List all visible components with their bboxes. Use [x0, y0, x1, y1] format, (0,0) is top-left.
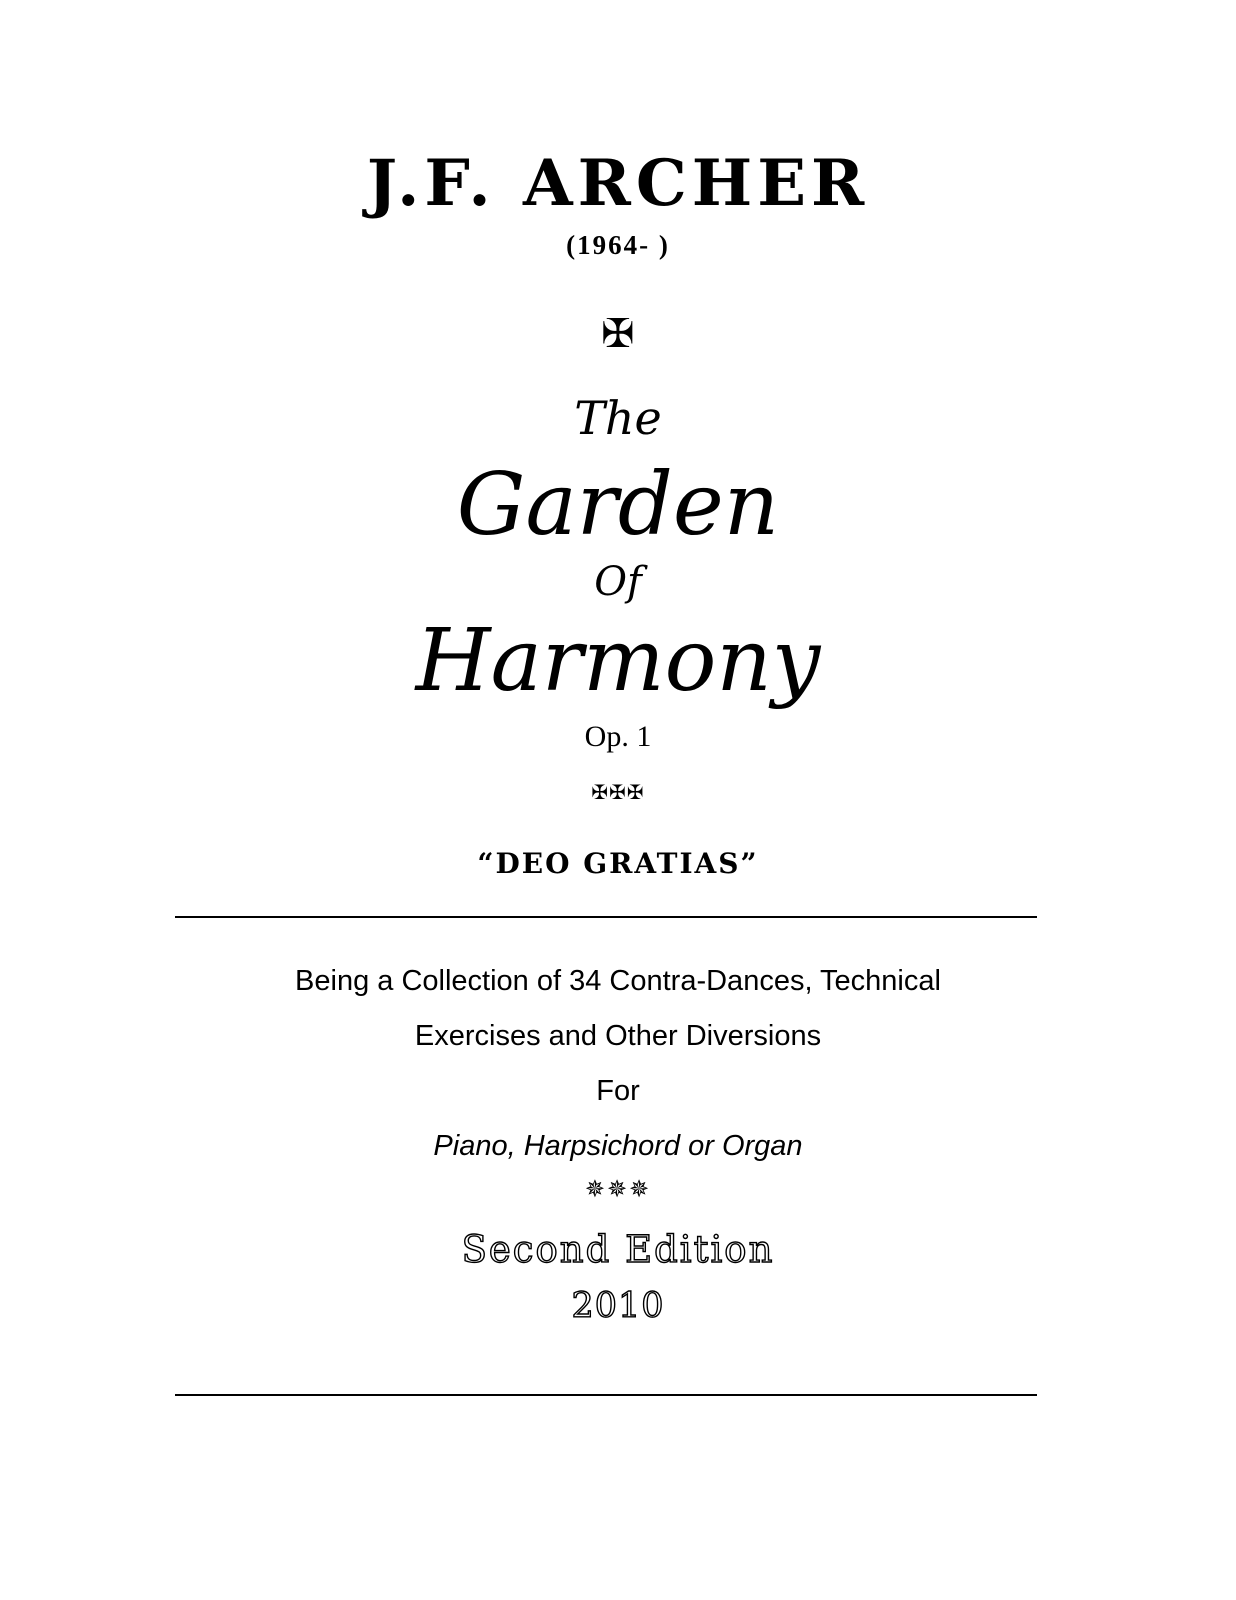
motto: “DEO GRATIAS” — [477, 847, 759, 880]
triple-cross-icon: ✠✠✠ — [591, 780, 645, 804]
bottom-divider — [175, 1394, 1037, 1396]
composer-name: J.F. ARCHER — [366, 146, 870, 221]
edition-label: Second Edition — [461, 1228, 775, 1271]
title-of: Of — [594, 559, 642, 605]
title-garden: Garden — [456, 455, 780, 555]
description-line-3: For — [596, 1075, 640, 1107]
composer-dates: (1964- ) — [566, 230, 670, 260]
edition-year: 2010 — [571, 1286, 665, 1326]
title-the: The — [574, 391, 662, 445]
description-line-1: Being a Collection of 34 Contra-Dances, Technical — [295, 965, 941, 997]
title-harmony: Harmony — [415, 611, 821, 711]
maltese-cross-icon: ✠ — [601, 311, 635, 357]
triple-star-icon: ✵✵✵ — [584, 1175, 652, 1203]
description-line-2: Exercises and Other Diversions — [414, 1020, 822, 1052]
instrument-list: Piano, Harpsichord or Organ — [433, 1130, 803, 1162]
top-divider — [175, 916, 1037, 918]
opus-number: Op. 1 — [584, 720, 652, 753]
